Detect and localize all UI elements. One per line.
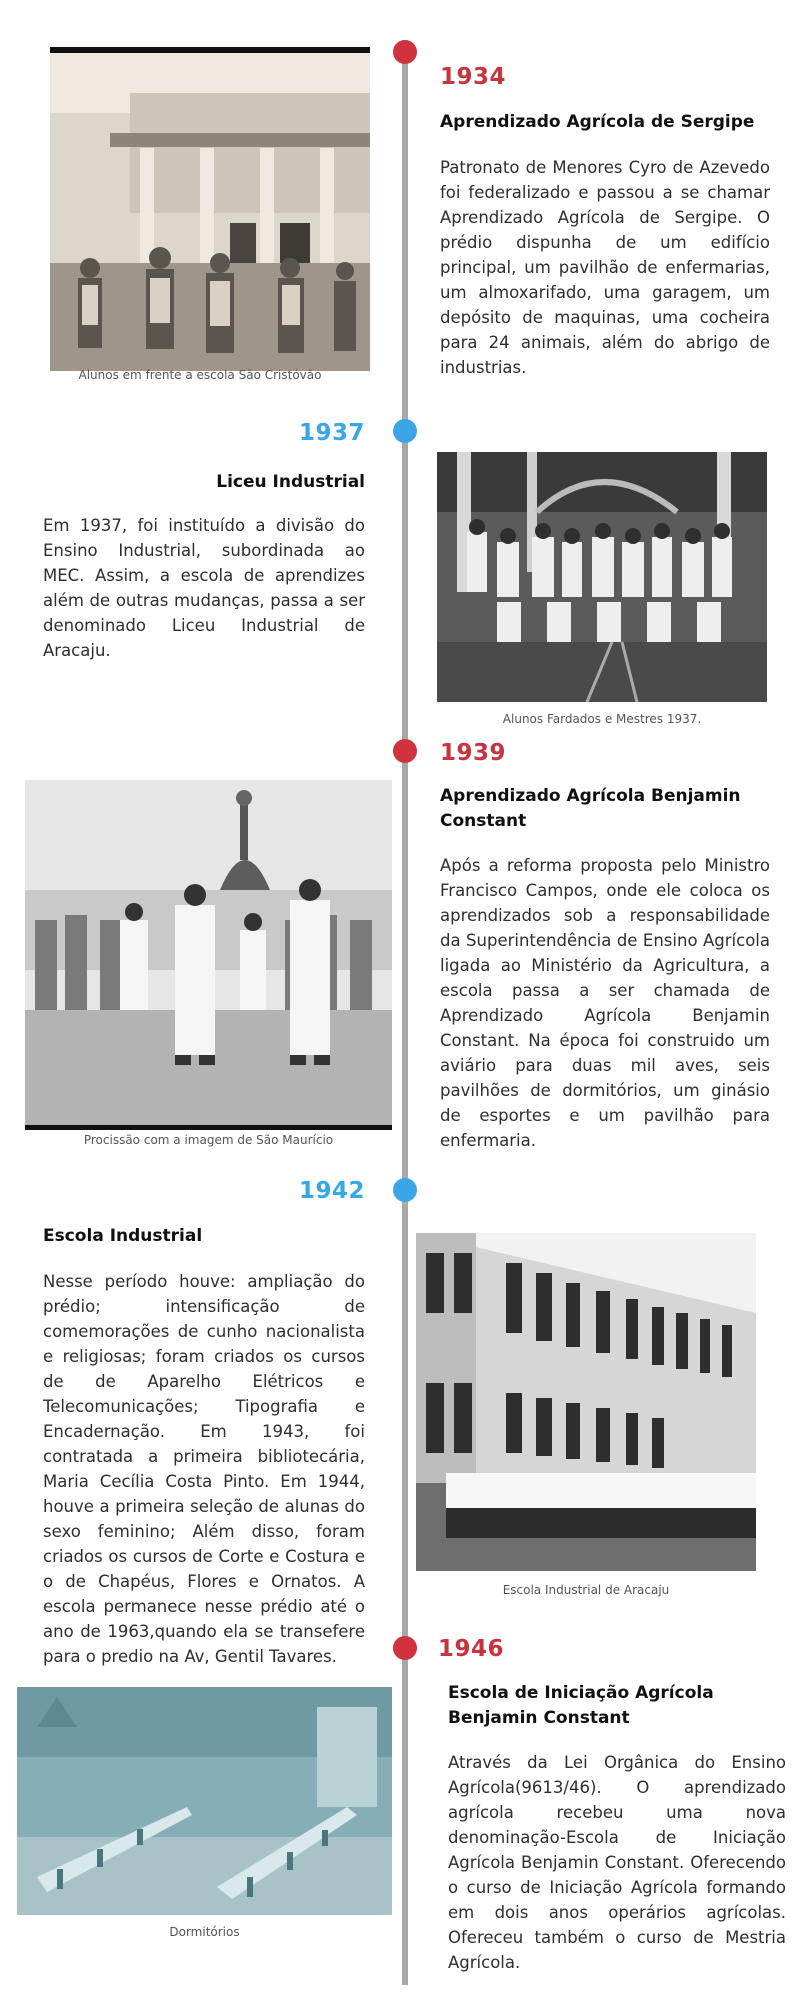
year-label-1946: 1946 xyxy=(438,1636,505,1662)
entry-body-1946: Através da Lei Orgânica do Ensino Agrícola(9613/46). O aprendizado agrícola recebeu uma nova denominação-Escola de Iniciação Agrícola Benjamin Constant. Oferecendo o curso de Iniciação Agrícola formando em dois anos operários agrícolas. Ofereceu também o curso de Mestria Agrícola. xyxy=(448,1753,786,1972)
timeline-marker-1934 xyxy=(393,40,417,64)
timeline-axis xyxy=(402,40,408,1985)
photo-caption-1946: Dormitórios xyxy=(169,1925,240,1939)
entry-body-1934: Patronato de Menores Cyro de Azevedo foi federalizado e passou a se chamar Aprendizado Agrícola de Sergipe. O prédio dispunha de um edifício principal, um pavilhão de enfermarias, um almoxarifado, uma garagem, um depósito de maquinas, uma cocheira para 24 animais, além do abrigo de industrias. xyxy=(440,158,770,377)
photo-caption-1942: Escola Industrial de Aracaju xyxy=(502,1583,670,1597)
photo-escola-industrial-aracaju xyxy=(416,1233,756,1571)
year-label-1934: 1934 xyxy=(440,64,507,90)
entry-body-1937: Em 1937, foi instituído a divisão do Ensino Industrial, subordinada ao MEC. Assim, a escola de aprendizes além de outras mudanças, passa a ser denominado Liceu Industrial de Aracaju. xyxy=(43,516,365,660)
photo-uniformed-students-masters xyxy=(437,452,767,702)
year-label-1942: 1942 xyxy=(298,1178,365,1204)
photo-students-school-front xyxy=(50,47,370,371)
entry-title-1939: Aprendizado Agrícola Benjamin Constant xyxy=(440,786,741,831)
year-label-1937: 1937 xyxy=(298,420,365,446)
photo-caption-1934: Alunos em frente a escola São Cristóvão xyxy=(78,368,322,382)
entry-body-1942: Nesse período houve: ampliação do prédio; intensificação de comemorações de cunho nacionalista e religiosas; foram criados os cursos de de Aparelho Elétricos e Telecomunicações; Tipografia e Encadernação. Em 1943, foi contratada a primeira bibliotecária, Maria Cecília Costa Pinto. Em 1944, houve a primeira seleção de alunas do sexo feminino; Além disso, foram criados os cursos de Corte e Costura e o de Chapéus, Flores e Ornatos. A escola permanece nesse prédio até o ano de 1963,quando ela se transefere para o predio na Av, Gentil Tavares. xyxy=(43,1272,365,1666)
entry-title-1946: Escola de Iniciação Agrícola Benjamin Constant xyxy=(448,1683,714,1728)
timeline-marker-1939 xyxy=(393,739,417,763)
entry-title-1942: Escola Industrial xyxy=(43,1226,203,1246)
entry-body-1939: Após a reforma proposta pelo Ministro Francisco Campos, onde ele coloca os aprendizados sob a responsabilidade da Superintendência de Ensino Agrícola ligada ao Ministério da Agricultura, a escola passa a ser chamada de Aprendizado Agrícola Benjamin Constant. Na época foi construido um aviário para duas mil aves, seis pavilhões de dormitórios, um ginásio de esportes e um pavilhão para enfermaria. xyxy=(440,856,770,1150)
photo-caption-1937: Alunos Fardados e Mestres 1937. xyxy=(502,712,702,726)
photo-procession-sao-mauricio xyxy=(25,780,392,1130)
timeline-marker-1937 xyxy=(393,419,417,443)
timeline-marker-1942 xyxy=(393,1178,417,1202)
photo-caption-1939: Procissão com a imagem de São Maurício xyxy=(83,1133,334,1147)
year-label-1939: 1939 xyxy=(440,740,507,766)
timeline-marker-1946 xyxy=(393,1636,417,1660)
entry-title-1934: Aprendizado Agrícola de Sergipe xyxy=(440,112,755,132)
entry-title-1937: Liceu Industrial xyxy=(216,472,365,492)
photo-dormitorios xyxy=(17,1687,392,1915)
